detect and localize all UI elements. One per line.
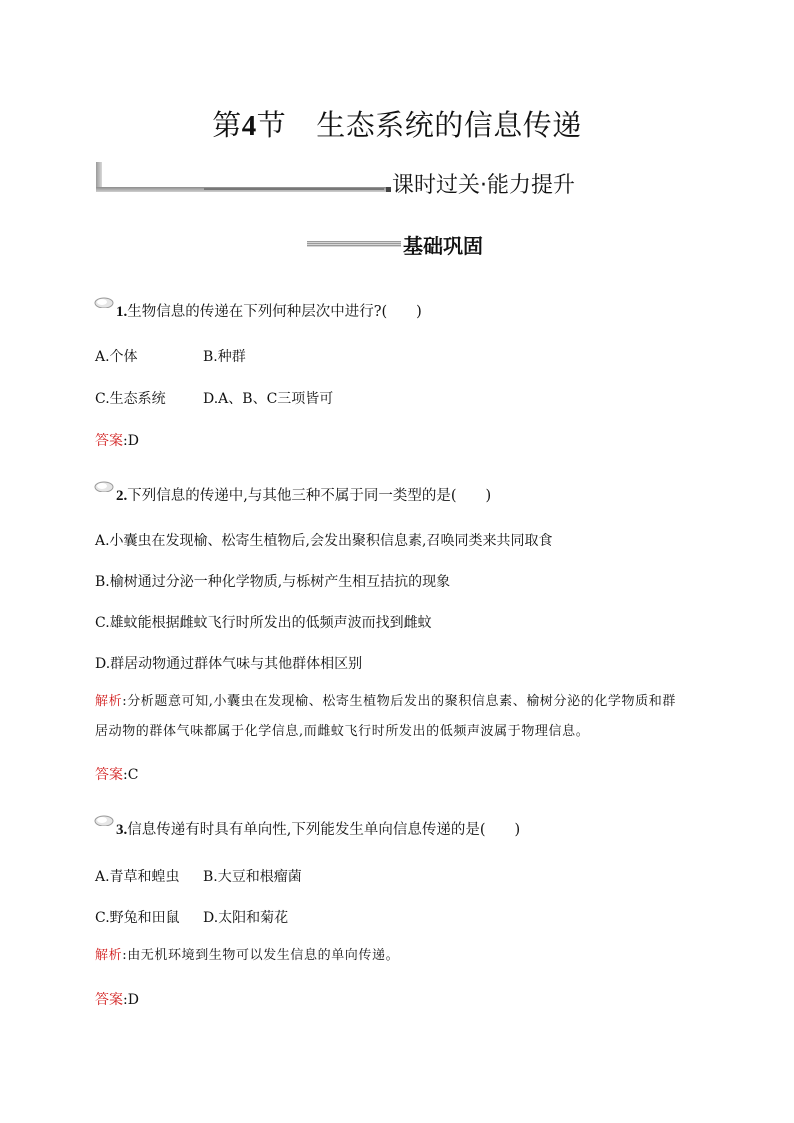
banner-text: 课时过关·能力提升	[392, 173, 575, 198]
answer-line: 答案:C	[95, 767, 139, 783]
section-banner	[96, 162, 596, 202]
title-number: 4	[241, 110, 257, 142]
question-number: 3.	[116, 822, 128, 838]
option-c: C.雄蚊能根据雌蚊飞行时所发出的低频声波而找到雌蚊	[95, 615, 432, 631]
answer-label: 答案	[95, 767, 123, 783]
question-marker-icon	[94, 478, 114, 492]
title-suffix: 节	[256, 108, 287, 142]
option-c: C.野兔和田鼠	[95, 910, 180, 926]
answer-value: C	[127, 767, 139, 783]
banner-dot	[386, 187, 391, 192]
question-marker-icon	[94, 812, 114, 826]
answer-line: 答案:D	[95, 992, 139, 1008]
answer-value: D	[127, 992, 139, 1008]
option-c: C.生态系统	[95, 391, 166, 407]
option-b: B.大豆和根瘤菌	[203, 869, 302, 885]
explanation: 解析:由无机环境到生物可以发生信息的单向传递。	[95, 948, 400, 963]
option-a: A.小囊虫在发现榆、松寄生植物后,会发出聚积信息素,召唤同类来共同取食	[95, 533, 553, 549]
option-d: D.A、B、C三项皆可	[203, 391, 334, 407]
option-b: B.种群	[203, 349, 246, 365]
question-3	[94, 818, 520, 839]
title-prefix: 第	[212, 108, 242, 142]
option-d: D.太阳和菊花	[203, 910, 289, 926]
explanation-text: 由无机环境到生物可以发生信息的单向传递。	[127, 948, 400, 963]
answer-label: 答案	[95, 433, 123, 449]
question-marker-icon	[94, 294, 114, 308]
answer-value: D	[127, 433, 139, 449]
page-title	[0, 103, 794, 144]
option-a: A.个体	[95, 349, 138, 365]
question-stem: 生物信息的传递在下列何种层次中进行?( )	[127, 304, 422, 320]
question-2	[94, 484, 491, 505]
question-1	[94, 300, 422, 321]
question-number: 1.	[116, 304, 128, 320]
answer-label: 答案	[95, 992, 123, 1008]
explanation: 解析:分析题意可知,小囊虫在发现榆、松寄生植物后发出的聚积信息素、榆树分泌的化学物质和群 居动物的群体气味都属于化学信息,而雌蚊飞行时所发出的低频声波属于物理信息。	[95, 694, 676, 739]
explanation-line-2: 居动物的群体气味都属于化学信息,而雌蚊飞行时所发出的低频声波属于物理信息。	[95, 724, 590, 739]
section-stripe	[307, 241, 401, 247]
option-a: A.青草和蝗虫	[95, 869, 180, 885]
section-heading-text: 基础巩固	[403, 234, 483, 258]
title-name: 生态系统的信息传递	[316, 108, 582, 142]
explanation-line-1: 分析题意可知,小囊虫在发现榆、松寄生植物后发出的聚积信息素、榆树分泌的化学物质和群	[127, 694, 676, 709]
explanation-label: 解析	[95, 694, 123, 709]
explanation-label: 解析	[95, 948, 123, 963]
question-stem: 下列信息的传递中,与其他三种不属于同一类型的是( )	[127, 488, 492, 504]
option-b: B.榆树通过分泌一种化学物质,与栎树产生相互拮抗的现象	[95, 574, 451, 590]
question-stem: 信息传递有时具有单向性,下列能发生单向信息传递的是( )	[127, 822, 521, 838]
option-d: D.群居动物通过群体气味与其他群体相区别	[95, 656, 363, 672]
answer-line: 答案:D	[95, 433, 139, 449]
question-number: 2.	[116, 488, 128, 504]
